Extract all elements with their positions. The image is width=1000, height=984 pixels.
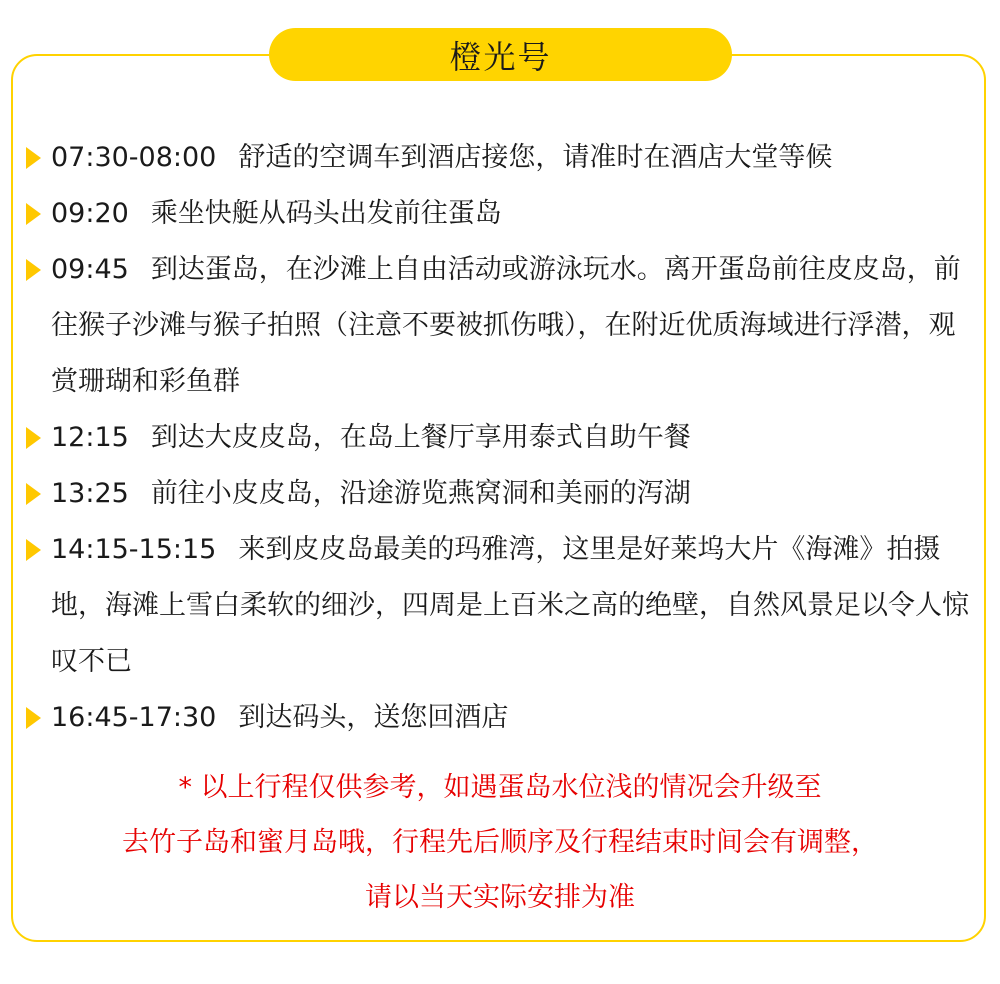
triangle-bullet-icon <box>26 147 41 169</box>
item-time: 13:25 <box>51 478 129 509</box>
page-title: 橙光号 <box>449 37 552 76</box>
item-time: 12:15 <box>51 422 129 453</box>
title-banner <box>269 28 732 81</box>
item-time: 14:15-15:15 <box>51 534 217 565</box>
itinerary-item <box>0 130 1000 186</box>
item-text: 乘坐快艇从码头出发前往蛋岛 <box>150 198 502 229</box>
itinerary-item <box>0 186 1000 242</box>
item-text: 来到皮皮岛最美的玛雅湾，这里是好莱坞大片《海滩》拍摄地，海滩上雪白柔软的细沙，四周是上百米之高的绝壁，自然风景足以令人惊叹不已 <box>51 534 969 677</box>
itinerary-item <box>0 522 1000 690</box>
item-time: 09:20 <box>51 198 129 229</box>
triangle-bullet-icon <box>26 259 41 281</box>
note-line-2: 去竹子岛和蜜月岛哦，行程先后顺序及行程结束时间会有调整， <box>122 827 878 858</box>
note-line-1: * 以上行程仅供参考，如遇蛋岛水位浅的情况会升级至 <box>178 772 822 803</box>
triangle-bullet-icon <box>26 203 41 225</box>
itinerary-note <box>0 760 1000 925</box>
itinerary-item <box>0 410 1000 466</box>
itinerary-item <box>0 242 1000 410</box>
triangle-bullet-icon <box>26 539 41 561</box>
item-text: 到达码头，送您回酒店 <box>238 702 509 733</box>
item-text: 前往小皮皮岛，沿途游览燕窝洞和美丽的泻湖 <box>150 478 691 509</box>
item-time: 16:45-17:30 <box>51 702 217 733</box>
item-text: 到达大皮皮岛，在岛上餐厅享用泰式自助午餐 <box>150 422 691 453</box>
note-line-3: 请以当天实际安排为准 <box>365 882 635 913</box>
item-text: 到达蛋岛，在沙滩上自由活动或游泳玩水。离开蛋岛前往皮皮岛，前往猴子沙滩与猴子拍照（注意不要被抓伤哦），在附近优质海域进行浮潜，观赏珊瑚和彩鱼群 <box>51 254 961 397</box>
itinerary-item <box>0 690 1000 746</box>
triangle-bullet-icon <box>26 707 41 729</box>
item-time: 09:45 <box>51 254 129 285</box>
item-time: 07:30-08:00 <box>51 142 217 173</box>
itinerary-item <box>0 466 1000 522</box>
triangle-bullet-icon <box>26 483 41 505</box>
item-text: 舒适的空调车到酒店接您，请准时在酒店大堂等候 <box>238 142 833 173</box>
triangle-bullet-icon <box>26 427 41 449</box>
itinerary-list <box>0 130 1000 746</box>
